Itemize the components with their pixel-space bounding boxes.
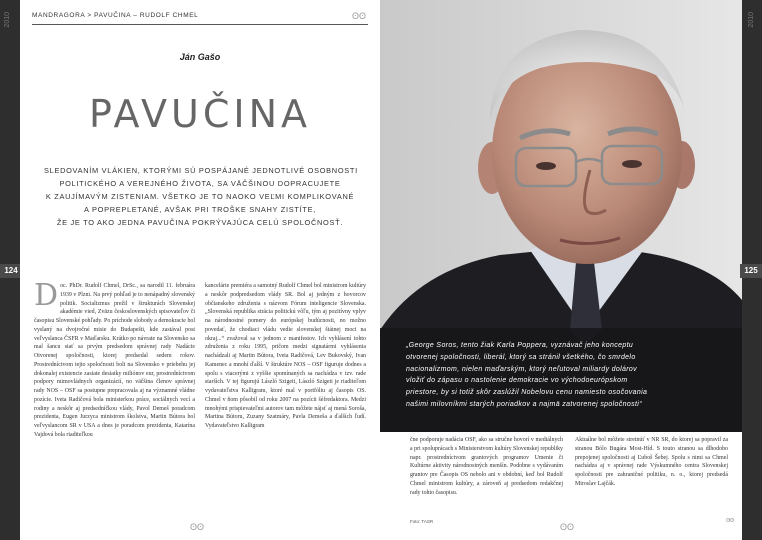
lede-line: K ZAUJÍMAVÝM ZISTENIAM. VŠETKO JE TO NAOKO VEĽMI KOMPLIKOVANÉ xyxy=(45,192,355,201)
left-page xyxy=(20,0,380,540)
body-column xyxy=(205,282,366,526)
left-margin-strip xyxy=(0,0,20,540)
header-rule xyxy=(32,24,368,25)
footer-logo-icon: ʘʘ xyxy=(560,522,575,532)
portrait-photo xyxy=(380,0,742,432)
pull-quote xyxy=(406,340,726,411)
article-title: PAVUČINA xyxy=(88,92,312,136)
year-label-right: 2010 xyxy=(748,12,755,28)
footer-logo-icon: ʘʘ xyxy=(190,522,205,532)
body-text: oc. PhDr. Rudolf Chmel, DrSc., sa narodil 11. februára 1939 v Plzni. Na prvý pohľad je to nenápadný slovenský politik. Socializmus prežil v štrukturách Slovenskej akadémie vied, Zväzu československých spisovateľov či časopisu Slovenské pohľady. Po príchode slobody a demokracie bol vyslaný na dvojročné misie do Budapešti, kde zastával post veľvyslanca ČSFR v Maďarsku. Krátko po návrate na Slovensko sa mal šancu stať sa prvým predsedom správnej rady Nadácie Otvorenej spoločnosti, ktorej predsedal sedem rokov. Prostredníctvom tejto spoločnosti boli na Slovensko v priebehu jej dokonalej existencie zasiate desiatky miliónov eur, prostredníctvom podpory mimovládnych organizácií, no väčšina členov správnej rady NOS – OSF sa postupne prepracovala aj na významné vládne pozície. Iveta Radičová bola ministerkou práce, sociálnych vecí a rodiny a neskôr aj predsedníčkou vlády, Pavol Demeš poradcom prezidenta, Eugen Jurzyca ministrom školstva, Martin Bútora bol veľvyslancom SR v USA a dnes je poradcom prezidenta, Katarína Vajdová bola riaditeľkou xyxy=(34,283,195,438)
running-head: MANDRAGORA > PAVUČINA – RUDOLF CHMEL xyxy=(32,12,199,19)
quote-line: priestore, by si totiž skôr zaslúžil Nobelovu cenu namiesto osočovania xyxy=(406,389,648,397)
body-column: Aktuálne bol môžete stretnúť v NR SR, do ktorej sa popravil za stranou Bólo Bugára Most-Híd. S touto stranou sa dlhodobo prepojenej spoločnosti aj Ľuboš Šebej. Spolu s nimi sa Chmel nachádza aj v správnej rade Výskumného centra Slovenskej spoločnosti pre zahraničné politiku, n. o., ktorej predsedá Miroslav Lajčák. xyxy=(575,437,728,487)
lede-line: A POPREPLETANÉ, AVŠAK PRI TROŠKE SNAHY ZISTÍTE, xyxy=(84,205,316,214)
year-label-left: 2010 xyxy=(4,12,11,28)
quote-line: vložiť do zápasu o nastolenie demokracie vo východoeurópskom xyxy=(406,377,628,385)
lede-line: POLITICKÉHO A VEREJNÉHO ŽIVOTA, SA VÄČŠINOU DOPRACUJETE xyxy=(59,179,341,188)
article-lede xyxy=(44,164,356,229)
body-column: čne podporuje nadácia OSF, ako sa stručne hovorí v mediálnych a pri spoluprácach s Ministerstvom kultúry Slovenskej republiky napr. prostredníctvom grantových programov Umenie či Kultúrne aktivity národnostných menšín. Podobne s vydávaním grantov pre Časopis OS nebolo ani v obdobní, keď bol Rudolf Chmel ministrom kultúry, a zároveň aj predsedom redakčnej rady tohto časopisu. xyxy=(410,437,563,496)
lede-line: ŽE JE TO AKO JEDNA PAVUČINA POKRÝVAJÚCA CELÚ SPOLOČNOSŤ. xyxy=(56,218,344,227)
quote-line: „George Soros, tento žiak Karla Poppera, vyznávač jeho konceptu xyxy=(406,342,634,349)
quote-line: otvorenej spoločnosti, liberál, ktorý sa stránil všetkého, čo smrdelo xyxy=(406,353,636,361)
body-columns-right xyxy=(410,436,728,516)
photo-credit: Foto: TASR xyxy=(410,519,434,524)
quote-line: našimi milovníkmi starých poriadkov a najmä zatvorenej spoločnosti“ xyxy=(406,400,642,408)
page-number-left: 124 xyxy=(0,264,22,278)
quote-line: nacionalizmom, nielen maďarským, ktorý neľutoval miliardy dolárov xyxy=(406,365,638,373)
page-number-right: 125 xyxy=(740,264,762,278)
right-page xyxy=(380,0,742,540)
body-column xyxy=(34,282,195,526)
lede-line: SLEDOVANÍM VLÁKIEN, KTORÝMI SÚ POSPÁJANÉ JEDNOTLIVÉ OSOBNOSTI xyxy=(44,166,358,175)
magazine-logo-icon: ʘʘ xyxy=(351,11,366,21)
drop-cap: D xyxy=(34,282,59,313)
right-margin-strip xyxy=(742,0,762,540)
body-columns-left xyxy=(34,282,366,526)
body-text: kancelárie premiéra a samotný Rudolf Chmel bol ministrom kultúry a neskôr podpredsedom vlády SR. Bol aj jedným z hovorcov občianskeho združenia s názvom Fórum inteligencie Slovenska. „Slovenská republika strácia politickú vôľu, tým aj pozitívny vplyv na národnostné pomery do európskej budúcnosti, no možno povedať, že chodiaci vládu vedie slovenskej štátnej moci na okraj...“ zvažoval sa v jednom z manifestov. Ich vyhlásení tohto združenia z roku 1995, pričom medzi signatármi vyhlásenia nachádzali aj Martin Bútora, Iveta Radičová, Lev Bukovský, Ivan Kamenec a mnohí ďalší. V štruktúre NOS – OSF figuruje dodnes a spolu s viacerými z vyššie spomínaných sa nachádza v tzv. rade starších. V tej figurujú László Szigeti, László Szigeti je riaditeľom vydavateľstva Kalligram, ktoré mal v portfóliu aj časopis OS. Chmel v ňom pôsobil od roku 2007 na pozícii šéfredaktora. Medzi mnohými prispievateľmi autorov tam môžete nájsť aj mená Soroša, Martina Bútoru, Zuzany Szatmáry, Pavla Demeša a ďalších ľudí. Vydavateľstvo Kalligram xyxy=(205,283,366,429)
footer-mark-icon: ʘʘ xyxy=(726,518,734,524)
author-name: Ján Gašo xyxy=(179,52,221,62)
